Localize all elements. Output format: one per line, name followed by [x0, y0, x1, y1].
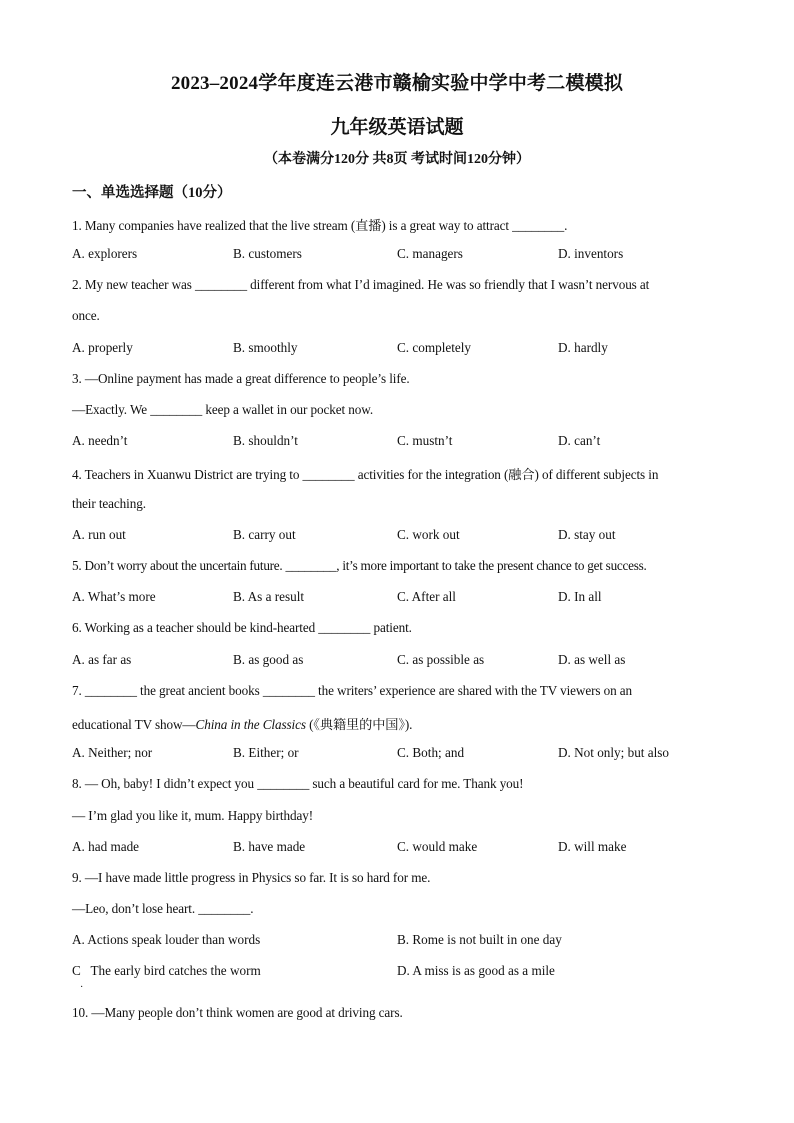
q7-line2-prefix: educational TV show—	[72, 717, 196, 732]
q5-option-d[interactable]: D. In all	[558, 589, 602, 604]
q7-option-d[interactable]: D. Not only; but also	[558, 745, 669, 760]
q5-option-a[interactable]: A. What’s more	[72, 589, 156, 604]
q7-option-a[interactable]: A. Neither; nor	[72, 745, 153, 760]
q4-option-c[interactable]: C. work out	[397, 527, 460, 542]
q9-option-c[interactable]: C The early bird catches the worm	[72, 963, 261, 978]
q2-option-d[interactable]: D. hardly	[558, 340, 608, 355]
question-7-stem-cont	[72, 714, 412, 733]
q8-option-d[interactable]: D. will make	[558, 839, 627, 854]
q2-option-a[interactable]: A. properly	[72, 340, 133, 355]
q2-option-b[interactable]: B. smoothly	[233, 340, 298, 355]
q6-option-a[interactable]: A. as far as	[72, 652, 132, 667]
q1-option-a[interactable]: A. explorers	[72, 246, 138, 261]
q6-option-c[interactable]: C. as possible as	[397, 652, 485, 667]
question-3-stem-cont: —Exactly. We ________ keep a wallet in our pocket now.	[72, 402, 374, 417]
section-heading: 一、单选选择题（10分）	[72, 185, 232, 201]
question-9-stem-cont: —Leo, don’t lose heart. ________.	[72, 901, 254, 916]
q3-option-c[interactable]: C. mustn’t	[397, 433, 453, 448]
q7-option-b[interactable]: B. Either; or	[233, 745, 299, 760]
q8-option-a[interactable]: A. had made	[72, 839, 140, 854]
question-3-stem: 3. —Online payment has made a great difference to people’s life.	[72, 371, 410, 386]
q7-option-c[interactable]: C. Both; and	[397, 745, 465, 760]
q9-option-d[interactable]: D. A miss is as good as a mile	[397, 963, 555, 978]
q5-option-c[interactable]: C. After all	[397, 589, 456, 604]
q9-option-b[interactable]: B. Rome is not built in one day	[397, 932, 562, 947]
question-9-stem: 9. —I have made little progress in Physics so far. It is so hard for me.	[72, 870, 431, 885]
q7-line2-suffix: (《典籍里的中国》).	[305, 717, 413, 732]
question-2-stem-cont: once.	[72, 308, 100, 323]
q4-option-a[interactable]: A. run out	[72, 527, 126, 542]
q9-option-a[interactable]: A. Actions speak louder than words	[72, 932, 261, 947]
q3-option-d[interactable]: D. can’t	[558, 433, 601, 448]
question-6-stem: 6. Working as a teacher should be kind-hearted ________ patient.	[72, 620, 412, 635]
question-8-stem-cont: — I’m glad you like it, mum. Happy birthday!	[72, 808, 313, 823]
q6-option-d[interactable]: D. as well as	[558, 652, 626, 667]
q4-option-d[interactable]: D. stay out	[558, 527, 616, 542]
q1-option-c[interactable]: C. managers	[397, 246, 463, 261]
q8-option-c[interactable]: C. would make	[397, 839, 478, 854]
exam-title: 2023–2024学年度连云港市赣榆实验中学中考二模模拟	[170, 73, 624, 94]
question-8-stem: 8. — Oh, baby! I didn’t expect you ________ such a beautiful card for me. Thank you!	[72, 776, 524, 791]
question-10-stem: 10. —Many people don’t think women are good at driving cars.	[72, 1005, 403, 1020]
question-1-stem: 1. Many companies have realized that the live stream (直播) is a great way to attract ________.	[72, 218, 568, 233]
show-title: China in the Classics	[195, 717, 306, 732]
question-4-stem: 4. Teachers in Xuanwu District are trying to ________ activities for the integration (融合) of different subjects in	[72, 467, 659, 482]
exam-subject-title: 九年级英语试题	[330, 117, 464, 138]
q3-option-b[interactable]: B. shouldn’t	[233, 433, 298, 448]
q6-option-b[interactable]: B. as good as	[233, 652, 304, 667]
q3-option-a[interactable]: A. needn’t	[72, 433, 128, 448]
q2-option-c[interactable]: C. completely	[397, 340, 471, 355]
question-4-stem-cont: their teaching.	[72, 496, 146, 511]
q1-option-b[interactable]: B. customers	[233, 246, 302, 261]
question-7-stem: 7. ________ the great ancient books ________ the writers’ experience are shared with the TV viewers on an	[72, 683, 633, 698]
stray-dot: ·	[80, 982, 84, 993]
question-2-stem: 2. My new teacher was ________ different from what I’d imagined. He was so friendly that I wasn’t nervous at	[72, 277, 650, 292]
q5-option-b[interactable]: B. As a result	[233, 589, 305, 604]
exam-info: （本卷满分120分 共8页 考试时间120分钟）	[264, 152, 530, 167]
q4-option-b[interactable]: B. carry out	[233, 527, 296, 542]
question-5-stem: 5. Don’t worry about the uncertain future. ________, it’s more important to take the present chance to get success.	[72, 558, 647, 573]
q1-option-d[interactable]: D. inventors	[558, 246, 624, 261]
q8-option-b[interactable]: B. have made	[233, 839, 306, 854]
